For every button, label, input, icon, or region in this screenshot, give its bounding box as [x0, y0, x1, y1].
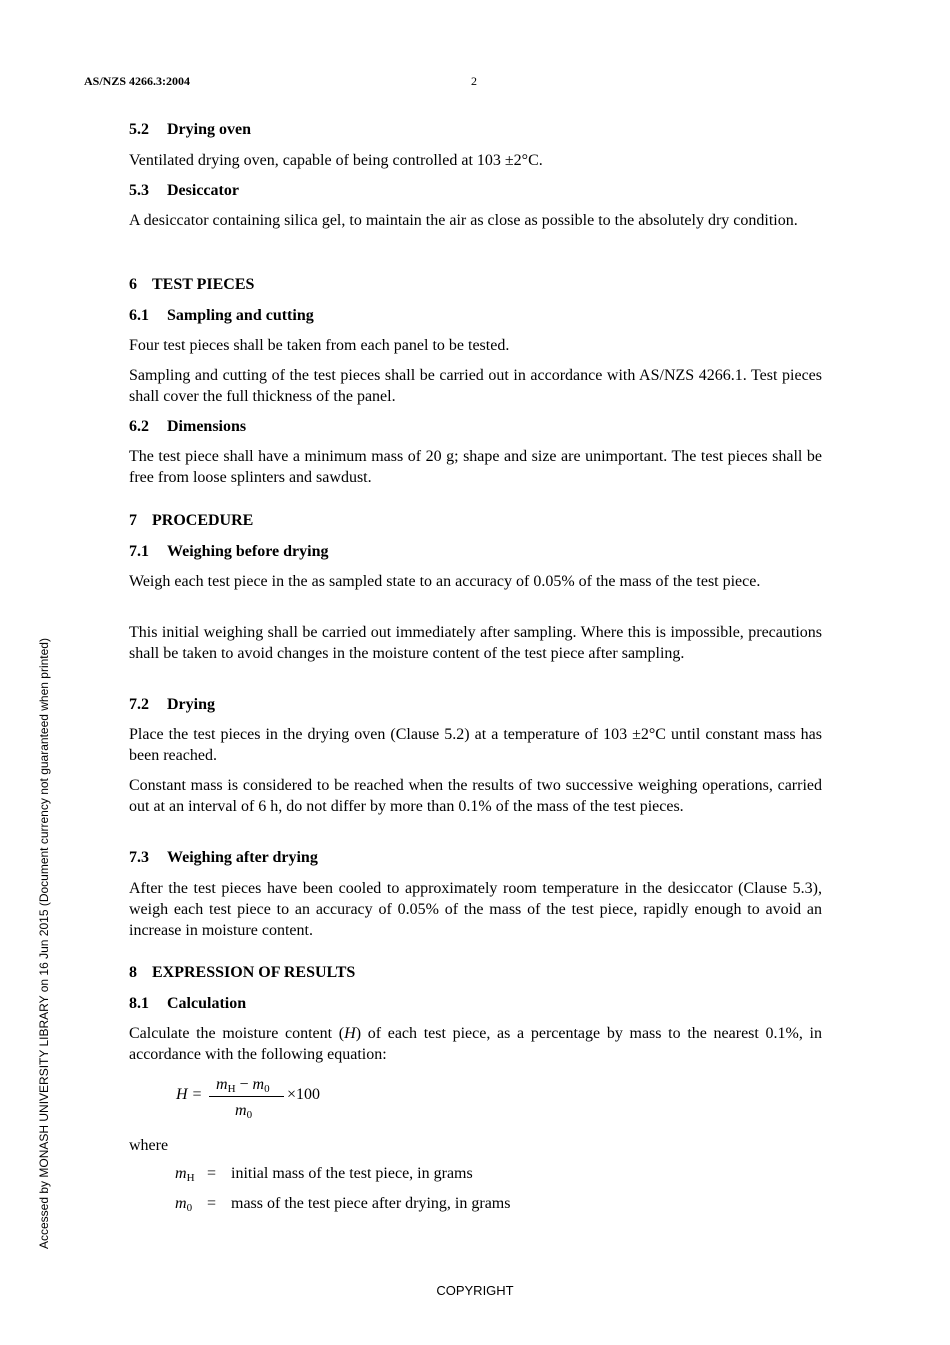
equation-multiplier: ×100 — [287, 1086, 321, 1103]
equation-lhs: H = — [176, 1086, 203, 1103]
moisture-content-equation — [176, 1076, 346, 1126]
definition-m-0: $m_0$ = mass of the test piece after drying, in grams — [175, 1195, 511, 1214]
equation-numerator: $m_H - m_0$ — [216, 1076, 270, 1095]
page-number: 2 — [471, 74, 477, 88]
heading-7-2: 7.2 Drying — [129, 696, 215, 713]
para-7-2-b: Constant mass is considered to be reached when the results of two successive weighing operations, carried out at an interval of 6 h, do not differ by more than 0.1% of the mass of the test pieces. — [129, 777, 822, 815]
heading-7: 7 PROCEDURE — [129, 512, 254, 529]
heading-6-2: 6.2 Dimensions — [129, 418, 247, 435]
heading-6: 6 TEST PIECES — [129, 276, 255, 293]
para-5-2: Ventilated drying oven, capable of being controlled at 103 ±2°C. — [129, 152, 543, 169]
para-7-1-a: Weigh each test piece in the as sampled state to an accuracy of 0.05% of the mass of the test piece. — [129, 573, 761, 590]
access-watermark: Accessed by MONASH UNIVERSITY LIBRARY on 16 Jun 2015 (Document currency not guaranteed when printed) — [37, 638, 51, 1249]
para-7-3: After the test pieces have been cooled to approximately room temperature in the desiccator (Clause 5.3), weigh each test piece to an accuracy of 0.05% of the mass of the test piece, rapidly enough to avoid an increase in moisture content. — [129, 880, 822, 939]
heading-5-2: 5.2 Drying oven — [129, 121, 251, 138]
para-5-3: A desiccator containing silica gel, to maintain the air as close as possible to the absolutely dry condition. — [129, 212, 798, 229]
equation-denominator: $m_0$ — [235, 1102, 253, 1121]
heading-8-1: 8.1 Calculation — [129, 995, 247, 1012]
copyright-footer: COPYRIGHT — [436, 1283, 514, 1298]
where-label: where — [129, 1137, 169, 1154]
para-6-1-b: Sampling and cutting of the test pieces shall be carried out in accordance with AS/NZS 4266.1. Test pieces shall cover the full thickness of the panel. — [129, 367, 822, 405]
para-8-1: Calculate the moisture content (H) of each test piece, as a percentage by mass to the nearest 0.1%, in accordance with the following equation: — [129, 1025, 822, 1063]
heading-7-1: 7.1 Weighing before drying — [129, 543, 329, 560]
definition-m-h: $m_H$ = initial mass of the test piece, in grams — [175, 1165, 473, 1184]
heading-7-3: 7.3 Weighing after drying — [129, 849, 318, 866]
standard-designation: AS/NZS 4266.3:2004 — [84, 74, 191, 88]
para-6-2: The test piece shall have a minimum mass of 20 g; shape and size are unimportant. The test pieces shall be free from loose splinters and sawdust. — [129, 448, 822, 486]
para-7-2-a: Place the test pieces in the drying oven (Clause 5.2) at a temperature of 103 ±2°C until constant mass has been reached. — [129, 726, 822, 764]
fraction-bar — [209, 1096, 284, 1097]
para-7-1-b: This initial weighing shall be carried out immediately after sampling. Where this is impossible, precautions shall be taken to avoid changes in the moisture content of the test piece after sampling. — [129, 624, 822, 662]
heading-6-1: 6.1 Sampling and cutting — [129, 307, 314, 324]
para-6-1-a: Four test pieces shall be taken from each panel to be tested. — [129, 337, 510, 354]
heading-8: 8 EXPRESSION OF RESULTS — [129, 964, 356, 981]
heading-5-3: 5.3 Desiccator — [129, 182, 239, 199]
